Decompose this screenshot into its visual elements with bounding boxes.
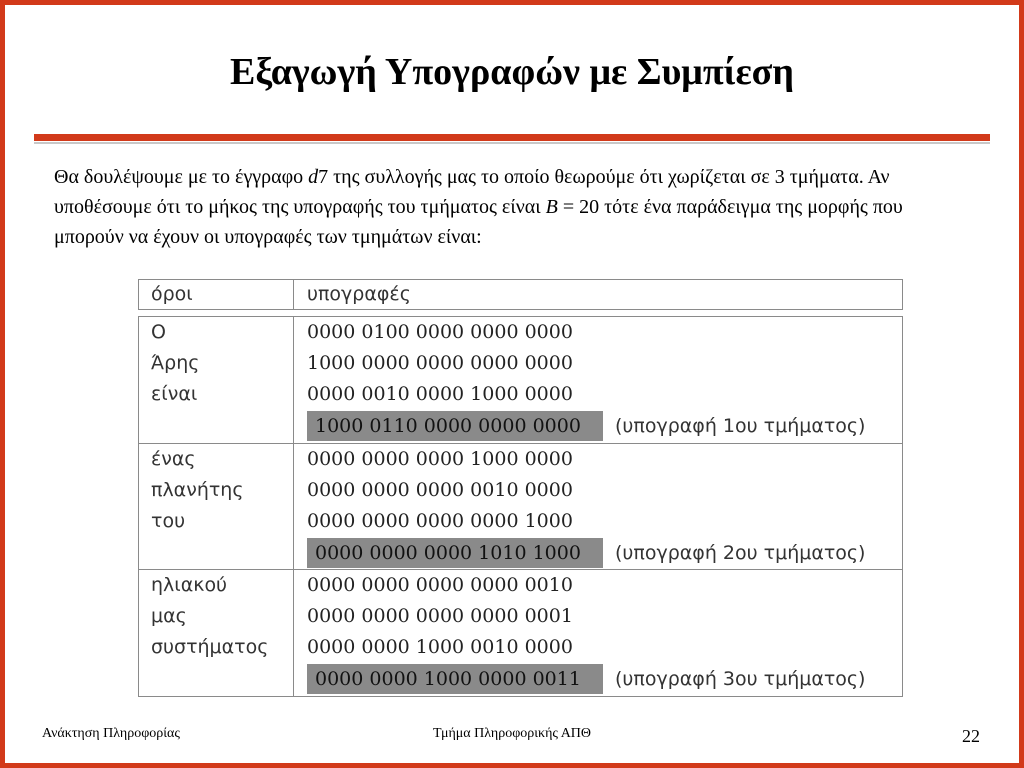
term: Ο [151,321,166,343]
term-signature: 0000 0000 0000 0000 1000 [307,510,573,532]
term: συστήματος [151,636,269,658]
signature-table [138,316,903,697]
signatures-cell [307,317,573,410]
paragraph-part-2: της συλλογής μας το οποίο θεωρούμε ότι χωρίζεται σε 3 τμήματα. Αν υποθέσουμε ότι το μήκος της υπογραφής του τμήματος είναι [54,166,890,218]
term-signature: 0000 0000 0000 0000 0001 [307,605,573,627]
term-signature: 1000 0000 0000 0000 0000 [307,352,573,374]
segment-signature-note: (υπογραφή 3ου τμήματος) [615,668,866,690]
segment-signature: 0000 0000 0000 1010 1000 [307,538,603,568]
segment-signature-note: (υπογραφή 2ου τμήματος) [615,542,866,564]
document-name: d [308,166,319,188]
segment-signature: 1000 0110 0000 0000 0000 [307,411,603,441]
terms-cell [151,317,199,410]
term-signature: 0000 0100 0000 0000 0000 [307,321,573,343]
term-signature: 0000 0010 0000 1000 0000 [307,383,573,405]
segment-signature-note: (υπογραφή 1ου τμήματος) [615,415,866,437]
signatures-cell [307,444,573,537]
terms-column-header: όροι [151,283,193,305]
term: ηλιακού [151,574,228,596]
title-underline [34,134,990,141]
term: πλανήτης [151,479,244,501]
segment-signature: 0000 0000 1000 0000 0011 [307,664,603,694]
table-header [138,279,903,310]
terms-cell [151,444,244,537]
paragraph-part-3: = 20 τότε ένα παράδειγμα της μορφής που μπορούν να έχουν οι υπογραφές των τμημάτων είναι: [54,196,903,248]
slide-title: Εξαγωγή Υπογραφών με Συμπίεση [230,51,794,93]
term: ένας [151,448,196,470]
document-index: 7 [318,166,329,188]
footer-department: Τμήμα Πληροφορικής ΑΠΘ [432,726,592,741]
paragraph-part-1: Θα δουλέψουμε με το έγγραφο [54,166,309,188]
term: του [151,510,186,532]
intro-paragraph [54,162,974,252]
signatures-column-header: υπογραφές [307,283,411,305]
term-signature: 0000 0000 1000 0010 0000 [307,636,573,658]
column-divider [293,280,294,309]
term: Άρης [151,352,200,374]
segment-group-3 [139,569,902,696]
footer-course: Ανάκτηση Πληροφορίας [42,726,180,741]
page-number: 22 [962,726,980,746]
term-signature: 0000 0000 0000 1000 0000 [307,448,573,470]
segment-group-2 [139,443,902,570]
term-signature: 0000 0000 0000 0000 0010 [307,574,573,596]
length-variable: B [545,196,558,218]
terms-cell [151,570,268,663]
signatures-cell [307,570,573,663]
term: είναι [151,383,198,405]
title-underline-shadow [34,142,990,144]
term: μας [151,605,187,627]
segment-group-1 [139,317,902,443]
term-signature: 0000 0000 0000 0010 0000 [307,479,573,501]
